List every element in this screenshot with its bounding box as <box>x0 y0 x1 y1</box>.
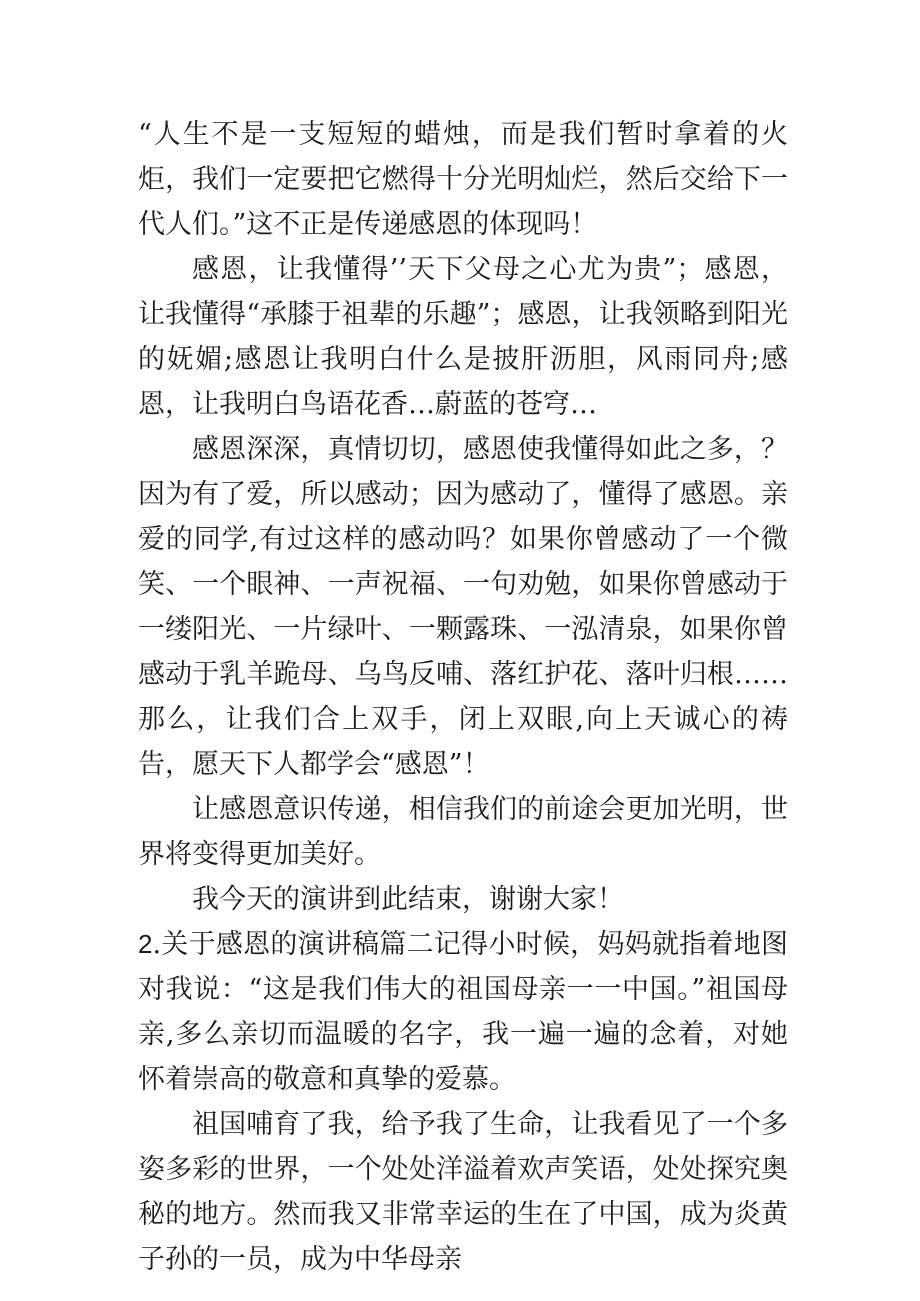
paragraph-gratitude-deep: 感恩深深，真情切切，感恩使我懂得如此之多，？因为有了爱，所以感动；因为感动了，懂得了感恩。亲爱的同学,有过这样的感动吗？如果你曾感动了一个微笑、一个眼神、一声祝福、一句劝勉，如果你曾感动于一缕阳光、一片绿叶、一颗露珠、一泓清泉，如果你曾感动于乳羊跪母、乌鸟反哺、落红护花、落叶归根……那么，让我们合上双手，闭上双眼,向上天诚心的祷告，愿天下人都学会“感恩”！ <box>138 434 788 780</box>
paragraph-motherland: 祖国哺育了我，给予我了生命，让我看见了一个多姿多彩的世界，一个处处洋溢着欢声笑语，处处探究奥秘的地方。然而我又非常幸运的生在了中国，成为炎黄子孙的一员，成为中华母亲 <box>138 1109 788 1275</box>
paragraph-closing: 我今天的演讲到此结束，谢谢大家！ <box>192 884 624 915</box>
paragraph-gratitude-lessons: 感恩，让我懂得’’天下父母之心尤为贵”；感恩，让我懂得“承膝于祖辈的乐趣”；感恩，让我领略到阳光的妩媚;感恩让我明白什么是披肝沥胆，风雨同舟;感恩，让我明白鸟语花香…蔚蓝的苍穹… <box>138 254 788 420</box>
paragraph-quote: “人生不是一支短短的蜡烛，而是我们暂时拿着的火炬，我们一定要把它燃得十分光明灿烂，然后交给下一代人们。”这不正是传递感恩的体现吗！ <box>138 119 788 240</box>
section-number: 2 <box>138 929 153 959</box>
paragraph-speech-two <box>138 922 788 1102</box>
document-body <box>138 112 788 1282</box>
paragraph-speech-two-text: .关于感恩的演讲稿篇二记得小时候，妈妈就指着地图对我说：“这是我们伟大的祖国母亲一一中国。”祖国母亲,多么亲切而温暖的名字，我一遍一遍的念着，对她怀着崇高的敬意和真挚的爱慕。 <box>138 929 788 1095</box>
paragraph-pass-on: 让感恩意识传递，相信我们的前途会更加光明，世界将变得更加美好。 <box>138 794 788 870</box>
